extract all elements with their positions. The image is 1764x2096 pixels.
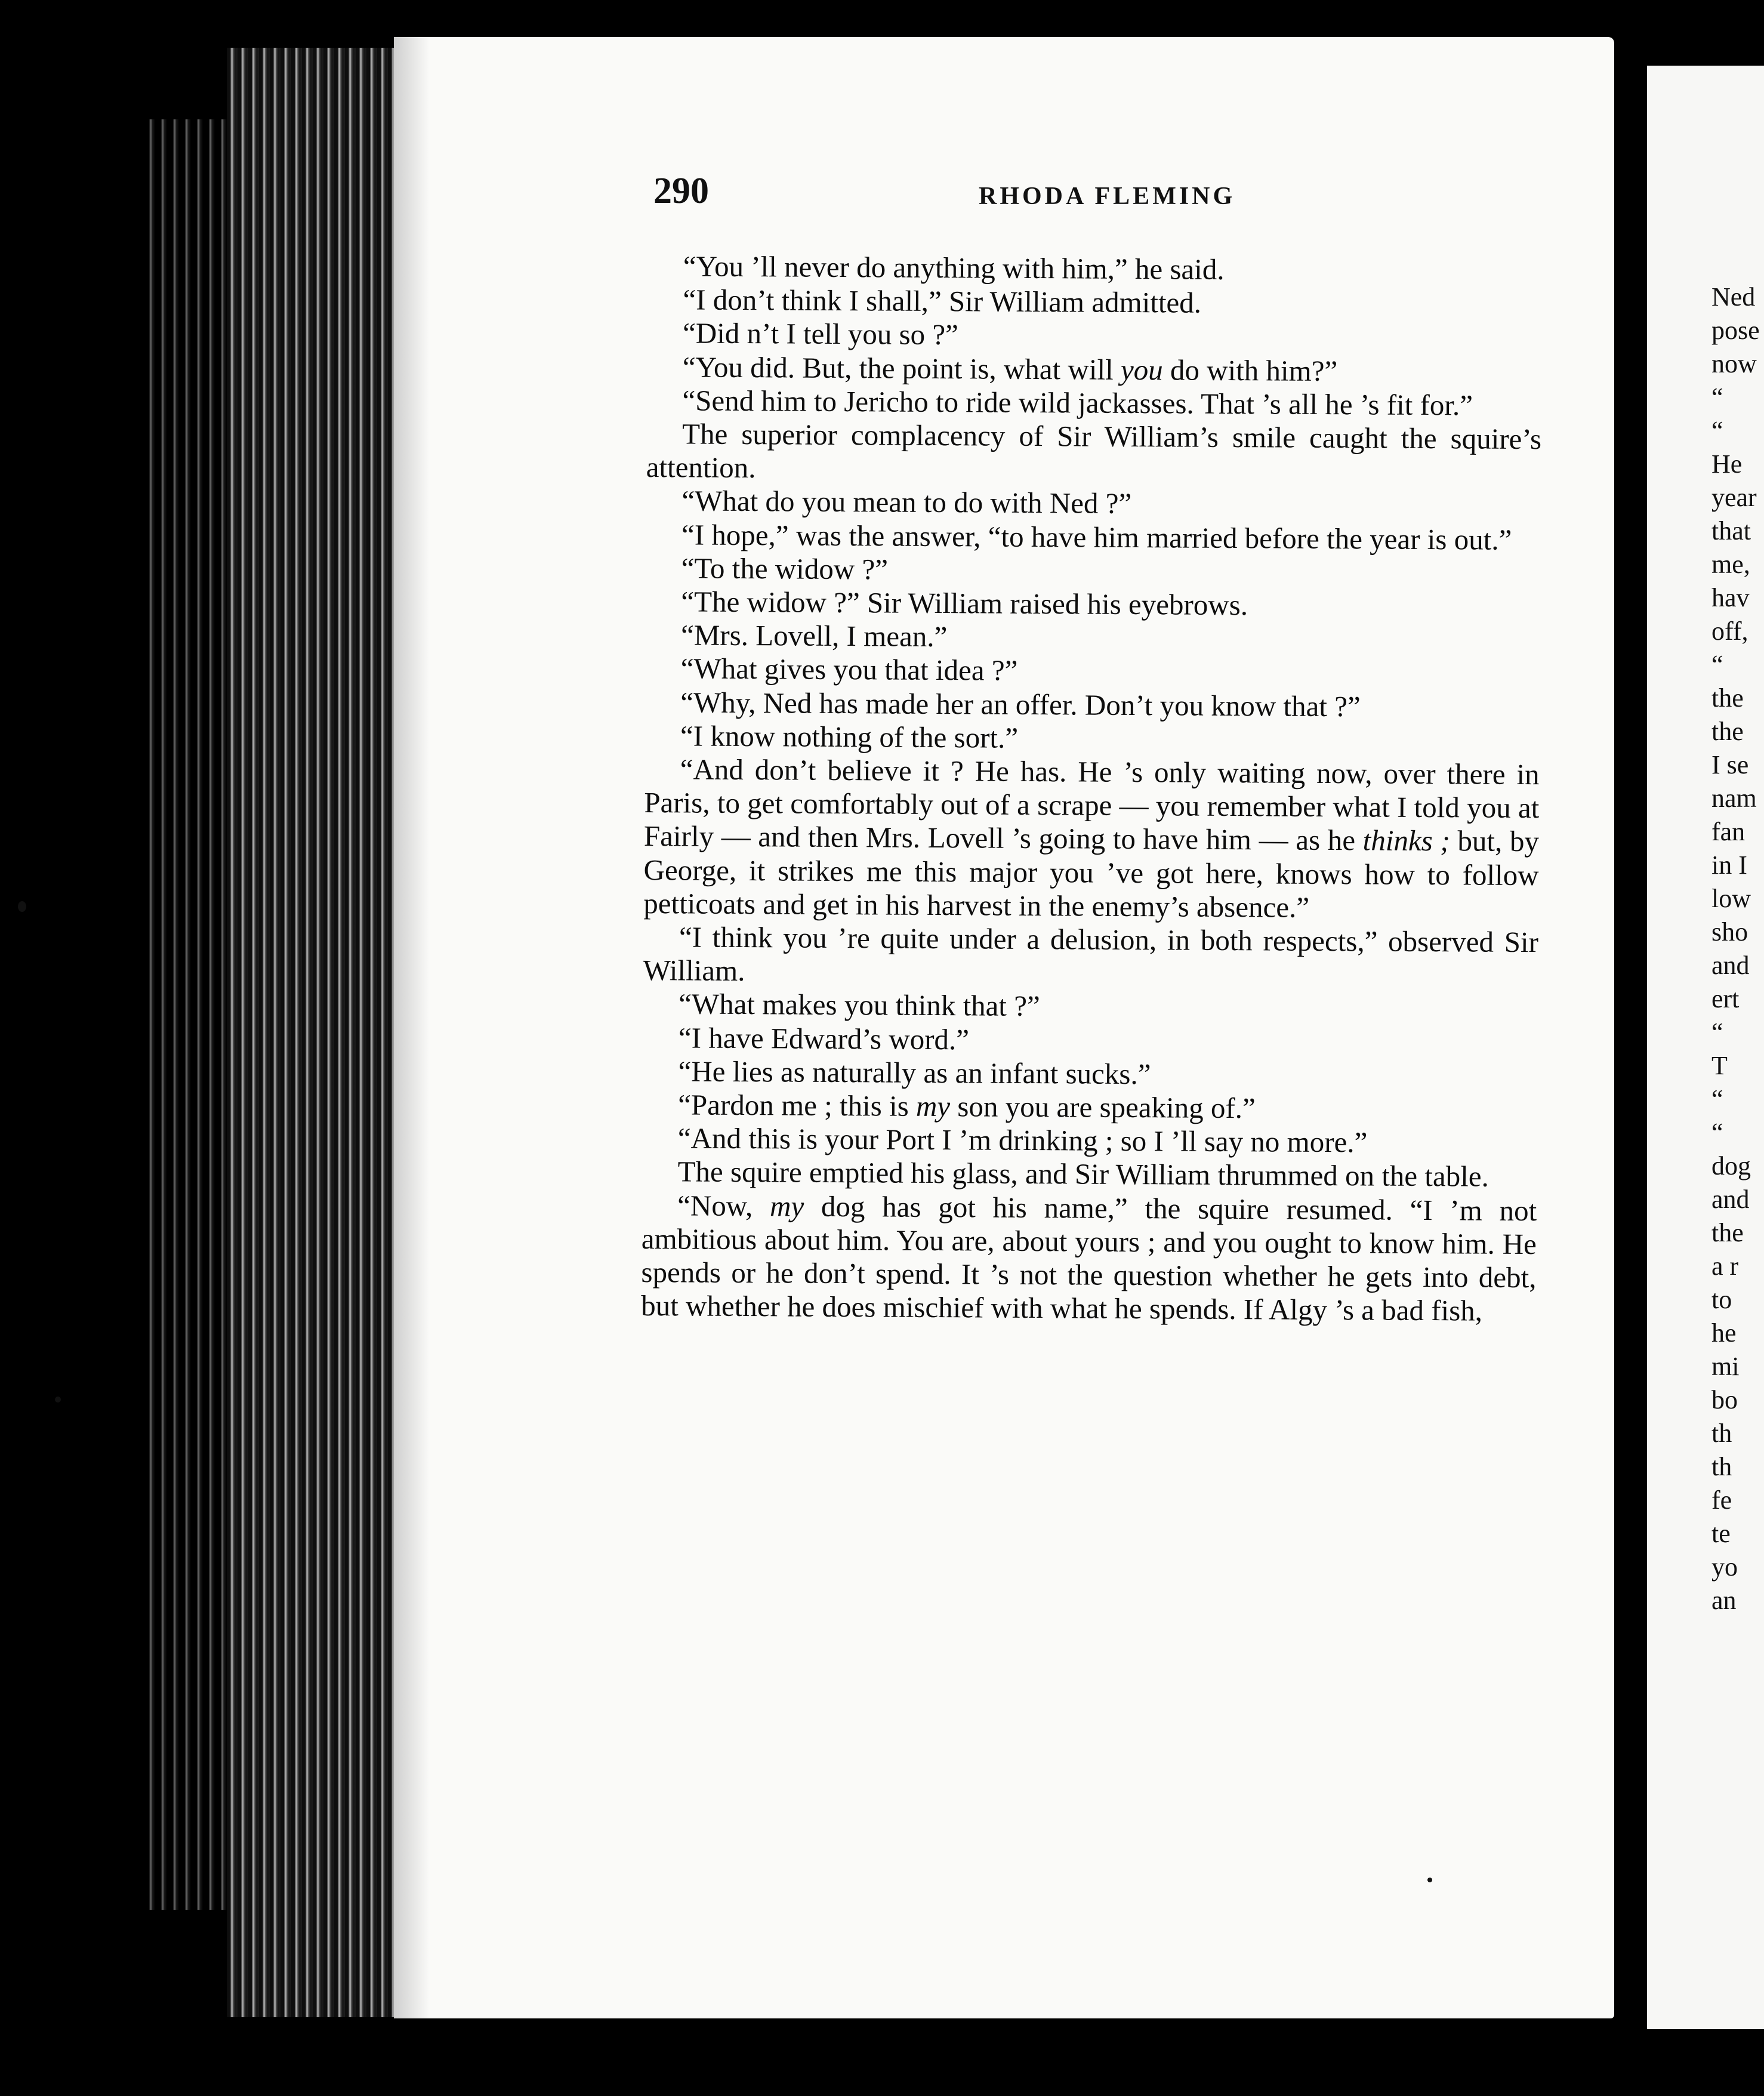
paragraph: “To the widow ?” [681, 551, 889, 586]
dust-speck [18, 901, 26, 912]
text-run: “Now, [677, 1189, 770, 1222]
paragraph: “And this is your Port I ’m drinking ; so I ’ll say no more.” [677, 1121, 1368, 1159]
facing-page-line: and [1711, 951, 1750, 980]
running-head [653, 170, 1549, 224]
paragraph [643, 753, 1540, 926]
paragraph: “I don’t think I shall,” Sir William admitted. [683, 283, 1202, 319]
facing-page-line: me, [1711, 550, 1750, 579]
paragraph: “I think you ’re quite under a delusion, in both respects,” observed Sir William. [643, 920, 1539, 988]
paragraph [647, 350, 1542, 389]
facing-page-line: and [1711, 1185, 1750, 1214]
facing-page-line: he [1711, 1318, 1737, 1348]
dust-speck [55, 1397, 61, 1403]
paragraph: “Mrs. Lovell, I mean.” [680, 618, 948, 654]
italic-text: you [1120, 353, 1163, 386]
facing-page-line: “ [1711, 383, 1723, 412]
facing-page-line: “ [1711, 1084, 1723, 1114]
facing-page-line: Ned [1711, 282, 1756, 312]
facing-page-line: low [1711, 884, 1751, 913]
running-title: RHODA FLEMING [979, 183, 1236, 210]
page-edges [227, 48, 400, 2017]
facing-page-line: “ [1711, 416, 1723, 445]
facing-page-line: off, [1711, 617, 1748, 646]
paragraph [642, 1088, 1537, 1127]
paragraph: “Why, Ned has made her an offer. Don’t you know that ?” [680, 685, 1361, 723]
facing-page-line: year [1711, 483, 1757, 512]
facing-page-line: mi [1711, 1352, 1740, 1381]
facing-page-line: an [1711, 1586, 1737, 1615]
facing-page-line: th [1711, 1452, 1732, 1481]
paragraph: “I have Edward’s word.” [678, 1021, 970, 1056]
paragraph: “You ’ll never do anything with him,” he said. [683, 249, 1225, 286]
facing-page-line: T [1711, 1051, 1728, 1080]
italic-text: my [915, 1089, 951, 1123]
facing-page-line: “ [1711, 650, 1723, 679]
italic-text: my [769, 1189, 804, 1223]
page-number: 290 [653, 171, 709, 211]
text-run: son you are speaking of.” [949, 1090, 1256, 1125]
facing-page-text [1711, 281, 1764, 1617]
text-run: “You did. But, the point is, what will [682, 350, 1121, 386]
facing-page-line: the [1711, 717, 1744, 746]
text-run: but, by George, it strikes me this major you ’ve got here, knows how to follow petticoats and get in his harvest in the enemy’s absence.” [643, 824, 1540, 924]
facing-page-line: pose [1711, 316, 1760, 345]
paragraph: “What makes you think that ?” [679, 987, 1040, 1023]
facing-page-line: a r [1711, 1252, 1739, 1281]
facing-page-line: te [1711, 1519, 1731, 1548]
facing-page-line: fan [1711, 817, 1746, 846]
facing-page-line: the [1711, 1218, 1744, 1247]
dust-speck [1427, 1878, 1432, 1882]
facing-page-line: ert [1711, 984, 1740, 1013]
text-run: dog has got his name,” the squire resumed. “I ’m not ambitious about him. You are, about yours ; and you ought to know him. He spends or he don’t spend. It ’s not the question whether he gets into debt, but whether he does mischief with what he spends. If Algy ’s a bad fish, [641, 1189, 1537, 1327]
paragraph: “Did n’t I tell you so ?” [682, 316, 959, 352]
facing-page-line: sho [1711, 917, 1748, 947]
paragraph: “The widow ?” Sir William raised his eyebrows. [681, 585, 1248, 622]
facing-page-line: in I [1711, 850, 1747, 880]
facing-page-line: “ [1711, 1018, 1723, 1047]
text-run: do with him?” [1162, 353, 1338, 387]
paragraph: “I know nothing of the sort.” [680, 719, 1019, 754]
facing-page-line: I se [1711, 750, 1749, 779]
facing-page-line: that [1711, 516, 1751, 545]
facing-page-line: fe [1711, 1485, 1732, 1515]
paragraph: “What gives you that idea ?” [680, 652, 1018, 688]
text-run: “Pardon me ; this is [678, 1088, 917, 1123]
facing-page-line: dog [1711, 1151, 1751, 1180]
facing-page-line: to [1711, 1285, 1732, 1314]
facing-page-line: He [1711, 449, 1743, 479]
paragraph: “What do you mean to do with Ned ?” [681, 484, 1132, 520]
paragraph: “Send him to Jericho to ride wild jackasses. That ’s all he ’s fit for.” [682, 384, 1473, 422]
page-edges-outer [143, 119, 233, 1910]
facing-page-line: now [1711, 349, 1757, 378]
facing-page-line: nam [1711, 784, 1757, 813]
facing-page-line: hav [1711, 583, 1750, 612]
paragraph: The squire emptied his glass, and Sir William thrummed on the table. [677, 1155, 1489, 1194]
paragraph: “I hope,” was the answer, “to have him married before the year is out.” [681, 517, 1512, 556]
paragraph: The superior complacency of Sir William’s smile caught the squire’s attention. [646, 417, 1542, 485]
paragraph [641, 1189, 1537, 1329]
paragraph: “He lies as naturally as an infant sucks.” [678, 1055, 1151, 1091]
italic-text: thinks ; [1362, 824, 1450, 858]
facing-page-line: the [1711, 683, 1744, 713]
body-text [641, 249, 1543, 1329]
text-run: “And don’t believe it ? He has. He ’s only waiting now, over there in Paris, to get comfortably out of a scrape — you remember what I told you at Fairly — and then Mrs. Lovell ’s going to have him — as he [643, 753, 1540, 857]
facing-page-line: bo [1711, 1385, 1738, 1414]
facing-page-line: th [1711, 1419, 1732, 1448]
page-gutter-shadow [394, 37, 430, 2018]
facing-page-line: yo [1711, 1552, 1738, 1582]
facing-page-line: “ [1711, 1118, 1723, 1147]
